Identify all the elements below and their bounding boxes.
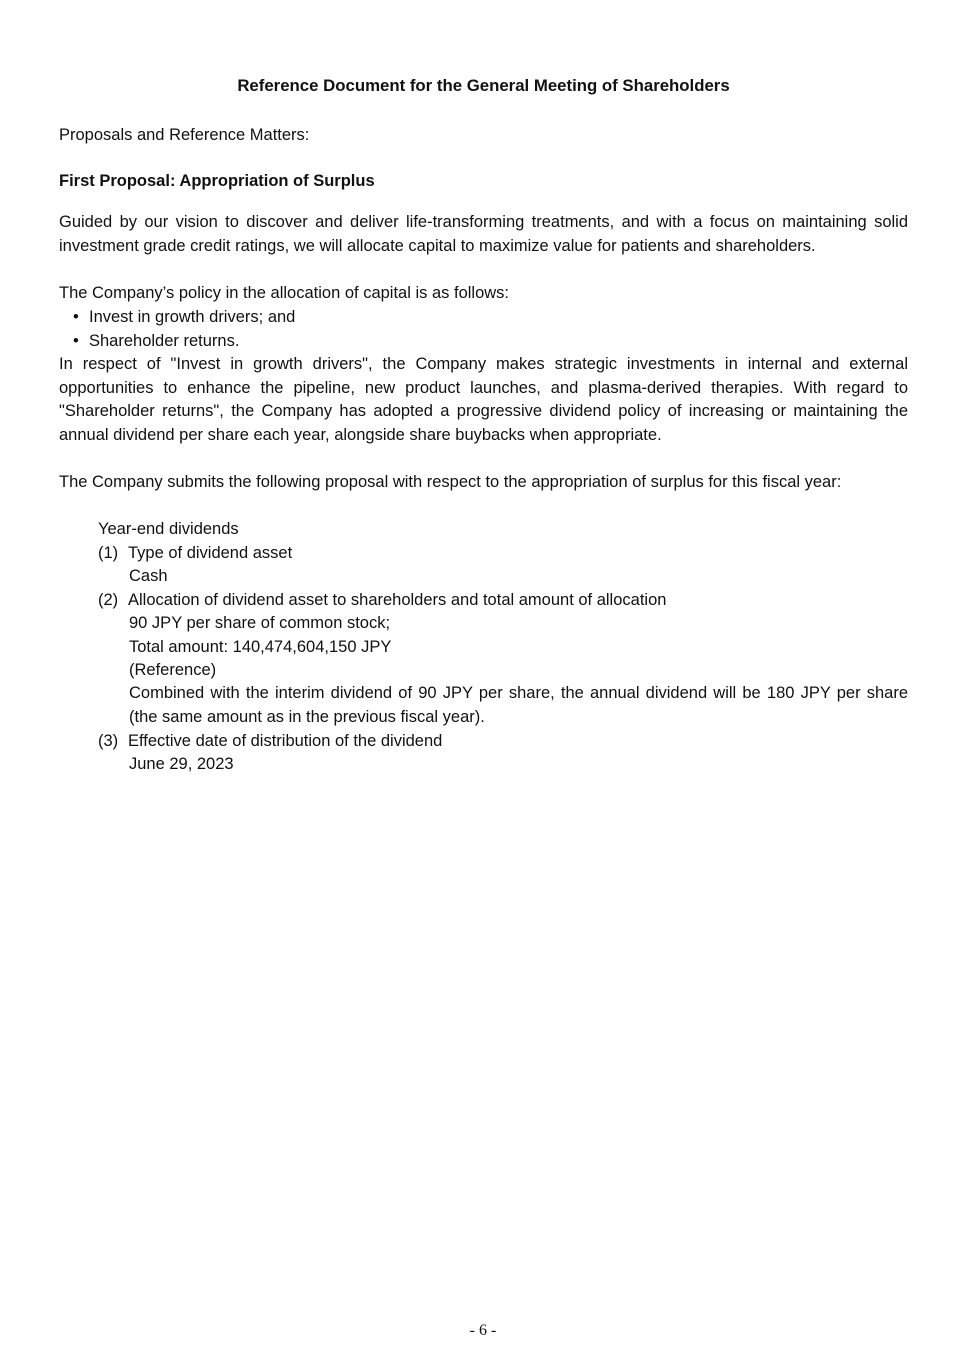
policy-bullet-text: Shareholder returns.: [89, 332, 240, 350]
item-label: Allocation of dividend asset to shareholders and total amount of allocation: [128, 591, 667, 609]
submission-text: The Company submits the following proposal with respect to the appropriation of surplus for this fiscal year:: [59, 473, 842, 491]
item-number: (1): [98, 544, 119, 562]
dividend-item-3: [98, 730, 442, 752]
reference-text: Combined with the interim dividend of 90 JPY per share, the annual dividend will be 180 JPY per share (the same amount as in the previous fiscal year).: [129, 684, 908, 726]
document-title: Reference Document for the General Meeting of Shareholders: [237, 76, 730, 95]
proposal-heading: First Proposal: Appropriation of Surplus: [59, 172, 375, 190]
intro-text: Proposals and Reference Matters:: [59, 126, 310, 144]
dividend-item-1: [98, 542, 292, 564]
item-number: (2): [98, 591, 119, 609]
reference-label: (Reference): [129, 661, 217, 679]
policy-bullet-text: Invest in growth drivers; and: [89, 308, 296, 326]
item-number: (3): [98, 732, 119, 750]
dividends-heading: Year-end dividends: [98, 520, 239, 538]
total-amount: Total amount: 140,474,604,150 JPY: [129, 638, 392, 656]
page-number: - 6 -: [469, 1322, 497, 1339]
policy-bullet-item: [73, 330, 239, 352]
effective-date: June 29, 2023: [129, 755, 234, 773]
bullet-icon: •: [73, 332, 79, 350]
item-label: Effective date of distribution of the dividend: [128, 732, 443, 750]
vision-paragraph: Guided by our vision to discover and deliver life-transforming treatments, and with a focus on maintaining solid investment grade credit ratings, we will allocate capital to maximize value for patients and shareholders.: [59, 213, 908, 255]
dividend-item-2: [98, 589, 666, 611]
policy-intro: The Company’s policy in the allocation of capital is as follows:: [59, 284, 510, 302]
dividend-asset-value: Cash: [129, 567, 168, 585]
bullet-icon: •: [73, 308, 79, 326]
policy-bullet-item: [73, 306, 295, 328]
policy-paragraph: In respect of "Invest in growth drivers", the Company makes strategic investments in internal and external opportunities to enhance the pipeline, new product launches, and plasma-derived therapies. With regard to "Shareholder returns", the Company has adopted a progressive dividend policy of increasing or maintaining the annual dividend per share each year, alongside share buybacks when appropriate.: [59, 355, 908, 444]
item-label: Type of dividend asset: [128, 544, 293, 562]
per-share-amount: 90 JPY per share of common stock;: [129, 614, 391, 632]
